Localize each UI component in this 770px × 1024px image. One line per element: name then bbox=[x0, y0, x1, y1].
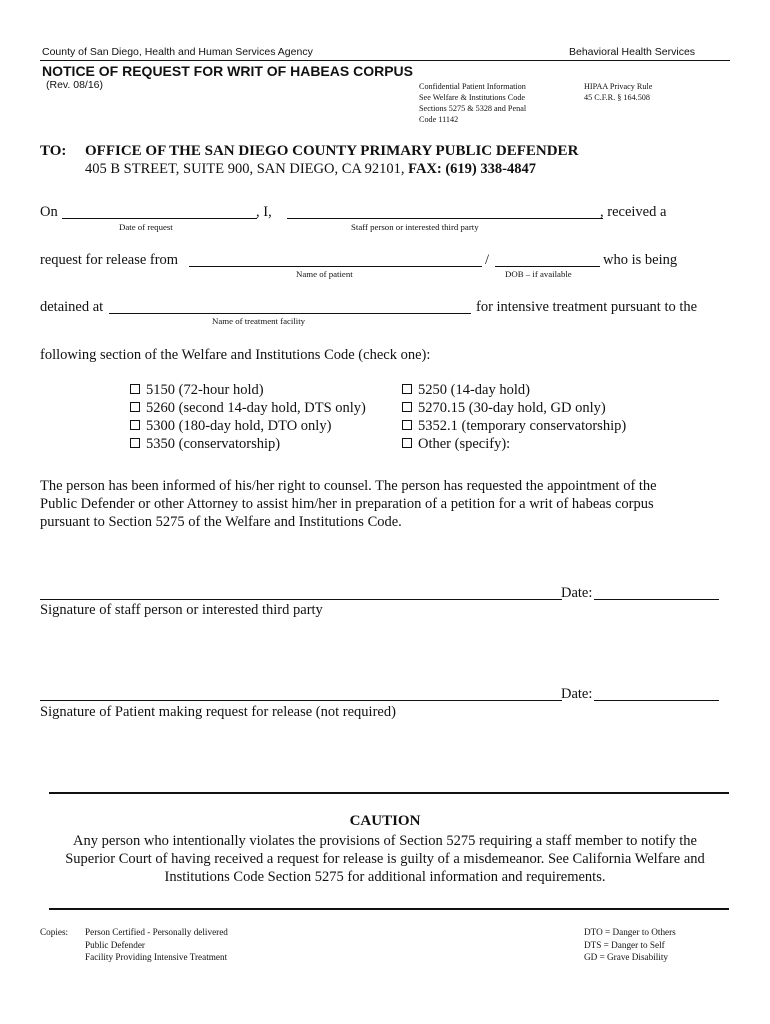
revision-date: (Rev. 08/16) bbox=[46, 79, 103, 91]
who-is-being-label: who is being bbox=[603, 252, 678, 268]
option-label: 5250 (14-day hold) bbox=[418, 382, 530, 398]
staff-date-field[interactable] bbox=[594, 599, 719, 600]
option-5300[interactable] bbox=[130, 417, 366, 435]
option-5270-15[interactable] bbox=[402, 399, 626, 417]
abbreviation-legend bbox=[584, 926, 676, 964]
option-5150[interactable] bbox=[130, 381, 366, 399]
paragraph-line: Public Defender or other Attorney to assist him/her in preparation of a petition for a writ of habeas corpus bbox=[40, 496, 654, 512]
patient-date-field[interactable] bbox=[594, 700, 719, 701]
dob-field[interactable] bbox=[495, 266, 600, 267]
hipaa-line: 45 C.F.R. § 164.508 bbox=[584, 93, 650, 102]
checkbox[interactable] bbox=[402, 384, 412, 394]
option-label: 5300 (180-day hold, DTO only) bbox=[146, 418, 332, 434]
hipaa-notice bbox=[584, 81, 652, 103]
paragraph-line: pursuant to Section 5275 of the Welfare and Institutions Code. bbox=[40, 514, 402, 530]
options-right-column bbox=[402, 381, 626, 453]
date-label: Date: bbox=[561, 686, 593, 702]
option-label: 5270.15 (30-day hold, GD only) bbox=[418, 400, 606, 416]
confidential-notice bbox=[419, 81, 526, 125]
confidential-line: See Welfare & Institutions Code bbox=[419, 93, 526, 102]
received-label: , received a bbox=[600, 204, 667, 220]
address-text: 405 B STREET, SUITE 900, SAN DIEGO, CA 92101, bbox=[85, 161, 409, 177]
option-5352-1[interactable] bbox=[402, 417, 626, 435]
confidential-line: Confidential Patient Information bbox=[419, 82, 526, 91]
staff-signature-caption: Signature of staff person or interested third party bbox=[40, 602, 323, 618]
option-5250[interactable] bbox=[402, 381, 626, 399]
option-label: 5352.1 (temporary conservatorship) bbox=[418, 418, 627, 434]
to-label: TO: bbox=[40, 143, 67, 159]
staff-person-caption: Staff person or interested third party bbox=[351, 222, 479, 232]
copies-item: Person Certified - Personally delivered bbox=[85, 927, 228, 937]
copies-label: Copies: bbox=[40, 927, 69, 937]
request-release-label: request for release from bbox=[40, 252, 179, 268]
checkbox[interactable] bbox=[130, 420, 140, 430]
date-label: Date: bbox=[561, 585, 593, 601]
checkbox[interactable] bbox=[402, 402, 412, 412]
patient-signature-caption: Signature of Patient making request for release (not required) bbox=[40, 704, 396, 720]
public-defender-office: OFFICE OF THE SAN DIEGO COUNTY PRIMARY PUBLIC DEFENDER bbox=[85, 143, 579, 159]
dob-caption: DOB – if available bbox=[505, 269, 572, 279]
date-of-request-caption: Date of request bbox=[119, 222, 173, 232]
office-address bbox=[85, 161, 536, 178]
staff-signature-field[interactable] bbox=[40, 599, 562, 600]
counsel-paragraph bbox=[40, 477, 657, 531]
option-label: 5350 (conservatorship) bbox=[146, 436, 281, 452]
fax-number: FAX: (619) 338-4847 bbox=[408, 161, 536, 177]
patient-name-caption: Name of patient bbox=[296, 269, 353, 279]
option-5260[interactable] bbox=[130, 399, 366, 417]
slash-separator: / bbox=[485, 252, 490, 268]
checkbox[interactable] bbox=[130, 384, 140, 394]
legend-item: DTO = Danger to Others bbox=[584, 927, 676, 937]
confidential-line: Sections 5275 & 5328 and Penal bbox=[419, 104, 527, 113]
section-intro: following section of the Welfare and Institutions Code (check one): bbox=[40, 347, 431, 363]
on-label: On bbox=[40, 204, 58, 220]
patient-name-field[interactable] bbox=[189, 266, 482, 267]
checkbox[interactable] bbox=[130, 438, 140, 448]
treatment-facility-caption: Name of treatment facility bbox=[212, 316, 306, 326]
confidential-line: Code 11142 bbox=[419, 115, 459, 124]
header-divider bbox=[40, 60, 730, 61]
caution-bottom-divider bbox=[49, 908, 729, 910]
option-label: Other (specify): bbox=[418, 436, 511, 452]
copies-item: Facility Providing Intensive Treatment bbox=[85, 952, 228, 962]
options-left-column bbox=[130, 381, 366, 453]
patient-signature-field[interactable] bbox=[40, 700, 562, 701]
checkbox[interactable] bbox=[130, 402, 140, 412]
checkbox[interactable] bbox=[402, 438, 412, 448]
legend-item: DTS = Danger to Self bbox=[584, 939, 665, 950]
copies-list bbox=[85, 926, 228, 964]
comma-i-label: , I, bbox=[256, 204, 272, 220]
caution-title: CAUTION bbox=[349, 813, 421, 829]
caution-line: Institutions Code Section 5275 for additional information and requirements. bbox=[164, 869, 606, 885]
staff-person-field[interactable] bbox=[287, 218, 603, 219]
caution-text bbox=[0, 832, 770, 886]
detained-at-label: detained at bbox=[40, 299, 104, 315]
checkbox[interactable] bbox=[402, 420, 412, 430]
form-title: NOTICE OF REQUEST FOR WRIT OF HABEAS CORPUS bbox=[42, 63, 414, 79]
hipaa-line: HIPAA Privacy Rule bbox=[584, 82, 653, 91]
option-5350[interactable] bbox=[130, 435, 366, 453]
caution-line: Superior Court of having received a request for release is guilty of a misdemeanor. See California Welfare and bbox=[65, 851, 705, 867]
department-name: Behavioral Health Services bbox=[569, 46, 696, 58]
option-other[interactable] bbox=[402, 435, 626, 453]
intensive-treatment-label: for intensive treatment pursuant to the bbox=[476, 299, 698, 315]
option-label: 5260 (second 14-day hold, DTS only) bbox=[146, 400, 366, 416]
agency-name: County of San Diego, Health and Human Services Agency bbox=[42, 46, 313, 58]
legend-item: GD = Grave Disability bbox=[584, 952, 669, 962]
date-of-request-field[interactable] bbox=[62, 218, 257, 219]
caution-line: Any person who intentionally violates the provisions of Section 5275 requiring a staff member to notify the bbox=[73, 833, 697, 849]
paragraph-line: The person has been informed of his/her right to counsel. The person has requested the appointment of the bbox=[40, 478, 657, 494]
treatment-facility-field[interactable] bbox=[109, 313, 471, 314]
option-label: 5150 (72-hour hold) bbox=[146, 382, 264, 398]
caution-top-divider bbox=[49, 792, 729, 794]
copies-item: Public Defender bbox=[85, 939, 145, 950]
